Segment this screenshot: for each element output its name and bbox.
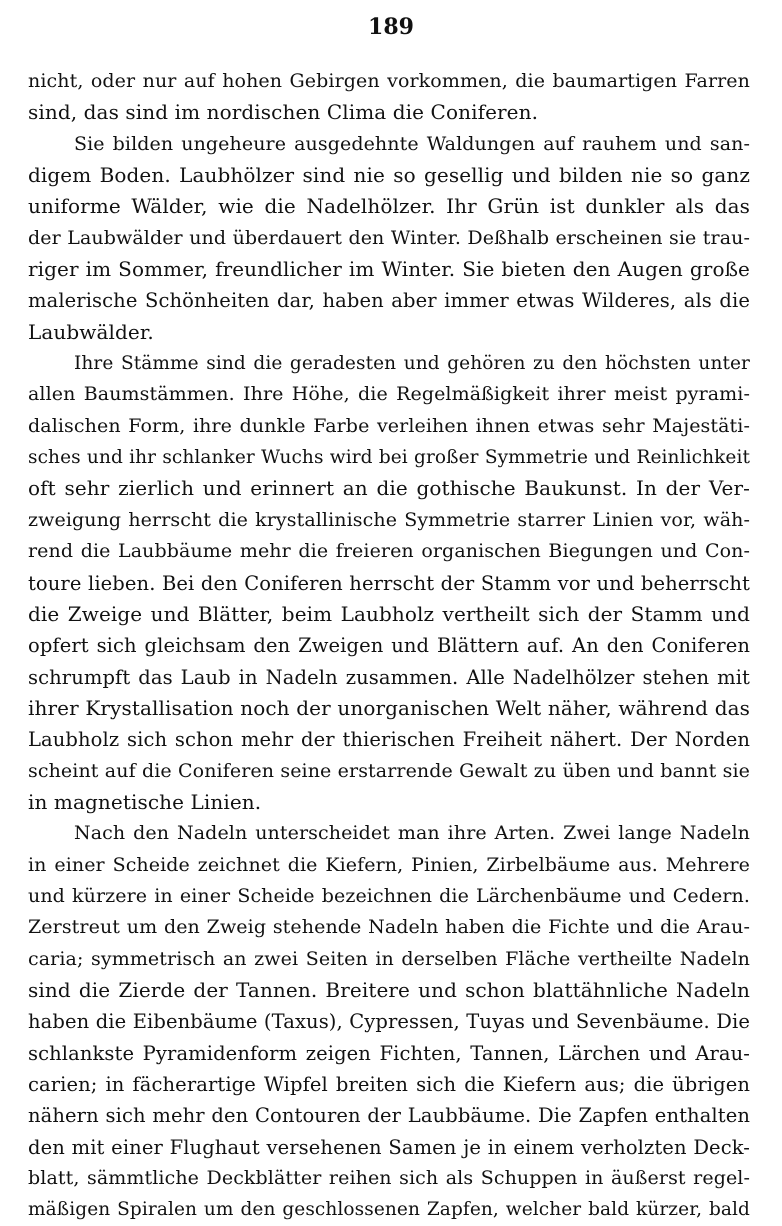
text-line: sches und ihr schlanker Wuchs wird bei großer Symmetrie und Reinlichkeit xyxy=(28,447,750,469)
text-line: Ihre Stämme sind die geradesten und gehören zu den höchsten unter xyxy=(74,353,750,375)
text-line: den mit einer Flughaut versehenen Samen je in einem verholzten Deck- xyxy=(28,1135,750,1159)
text-line: allen Baumstämmen. Ihre Höhe, die Regelmäßigkeit ihrer meist pyrami- xyxy=(28,383,750,406)
text-line: schrumpft das Laub in Nadeln zusammen. Alle Nadelhölzer stehen mit xyxy=(28,665,750,689)
body-text xyxy=(28,66,750,1226)
text-line: blatt, sämmtliche Deckblätter reihen sich als Schuppen in äußerst regel- xyxy=(28,1167,750,1190)
text-line: und kürzere in einer Scheide bezeichnen die Lärchenbäume und Cedern. xyxy=(28,884,750,907)
text-line: ihrer Krystallisation noch der unorganischen Welt näher, während das xyxy=(28,695,750,720)
text-line: malerische Schönheiten dar, haben aber immer etwas Wilderes, als die xyxy=(28,289,750,313)
page-number: 189 xyxy=(368,14,414,40)
text-line: sind, das sind im nordischen Clima die Coniferen. xyxy=(28,100,539,125)
text-line: dalischen Form, ihre dunkle Farbe verleihen ihnen etwas sehr Majestäti- xyxy=(28,414,750,437)
text-line: mäßigen Spiralen um den geschlossenen Zapfen, welcher bald kürzer, bald xyxy=(28,1199,750,1221)
text-line: in einer Scheide zeichnet die Kiefern, Pinien, Zirbelbäume aus. Mehrere xyxy=(28,853,750,876)
text-line: zweigung herrscht die krystallinische Symmetrie starrer Linien vor, wäh- xyxy=(28,508,750,531)
text-line: Sie bilden ungeheure ausgedehnte Waldungen auf rauhem und san- xyxy=(74,132,750,155)
text-line: digem Boden. Laubhölzer sind nie so gesellig und bilden nie so ganz xyxy=(28,163,750,188)
text-line: nähern sich mehr den Contouren der Laubbäume. Die Zapfen enthalten xyxy=(28,1104,750,1128)
text-line: uniforme Wälder, wie die Nadelhölzer. Ihr Grün ist dunkler als das xyxy=(28,194,750,219)
text-line: riger im Sommer, freundlicher im Winter. Sie bieten den Augen große xyxy=(28,257,750,282)
text-line: haben die Eibenbäume (Taxus), Cypressen, Tuyas und Sevenbäume. Die xyxy=(28,1010,750,1034)
text-line: opfert sich gleichsam den Zweigen und Blättern auf. An den Coniferen xyxy=(28,634,750,658)
text-line: schlankste Pyramidenform zeigen Fichten, Tannen, Lärchen und Arau- xyxy=(28,1041,750,1065)
text-line: scheint auf die Coniferen seine erstarrende Gewalt zu üben und bannt sie xyxy=(28,759,750,782)
text-line: caria; symmetrisch an zwei Seiten in derselben Fläche vertheilte Nadeln xyxy=(28,947,750,970)
text-line: Laubholz sich schon mehr der thierischen Freiheit nähert. Der Norden xyxy=(28,728,750,752)
text-line: rend die Laubbäume mehr die freieren organischen Biegungen und Con- xyxy=(28,540,750,563)
text-line: Laubwälder. xyxy=(28,319,154,344)
text-line: Nach den Nadeln unterscheidet man ihre Arten. Zwei lange Nadeln xyxy=(74,822,750,845)
text-line: toure lieben. Bei den Coniferen herrscht der Stamm vor und beherrscht xyxy=(28,571,750,595)
text-line: carien; in fächerartige Wipfel breiten sich die Kiefern aus; die übrigen xyxy=(28,1073,750,1096)
text-line: sind die Zierde der Tannen. Breitere und schon blattähnliche Nadeln xyxy=(28,977,750,1002)
text-line: der Laubwälder und überdauert den Winter. Deßhalb erscheinen sie trau- xyxy=(28,226,750,249)
text-line: nicht, oder nur auf hohen Gebirgen vorkommen, die baumartigen Farren xyxy=(28,70,750,92)
text-line: die Zweige und Blätter, beim Laubholz vertheilt sich der Stamm und xyxy=(28,601,750,626)
text-line: oft sehr zierlich und erinnert an die gothische Baukunst. In der Ver- xyxy=(28,476,750,501)
text-line: Zerstreut um den Zweig stehende Nadeln haben die Fichte und die Arau- xyxy=(28,916,750,939)
text-line: in magnetische Linien. xyxy=(28,789,262,814)
